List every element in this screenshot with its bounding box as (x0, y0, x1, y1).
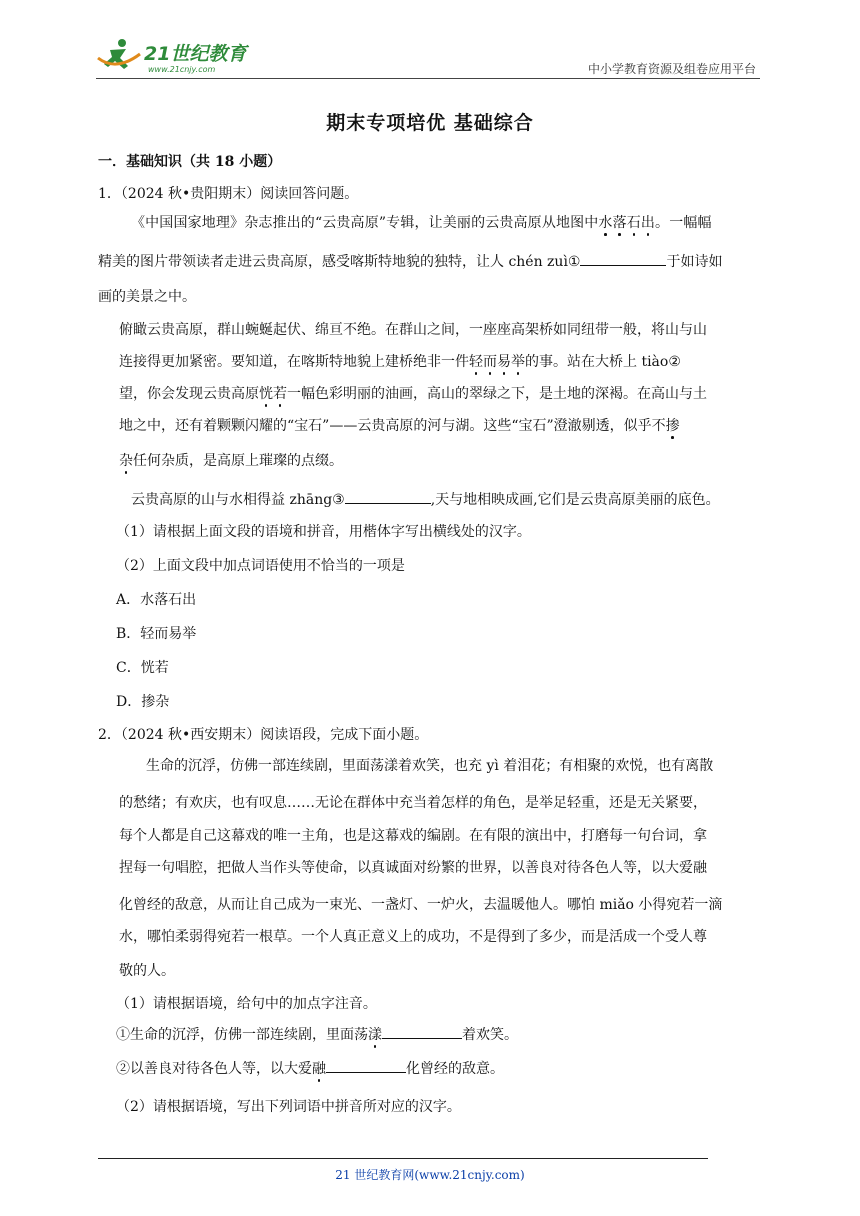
site-logo (96, 36, 266, 76)
q2-item-1: ①生命的沉浮，仿佛一部连续剧，里面荡漾 着欢笑。 (116, 1024, 518, 1045)
q2-sub-question-1: （1）请根据语境，给句中的加点字注音。 (116, 996, 377, 1012)
dotted-word: 轻而易举 (469, 354, 525, 370)
q2-item-2: ②以善良对待各色人等，以大爱融 化曾经的敌意。 (116, 1058, 504, 1079)
runner-icon (98, 39, 140, 69)
q1-passage-line: 精美的图片带领读者走进云贵高原，感受喀斯特地貌的独特，让人 chén zuì① 于如诗如 (98, 251, 722, 272)
q2-passage-line: 每个人都是自己这幕戏的唯一主角，也是这幕戏的编剧。在有限的演出中，打磨每一句台词，拿 (119, 828, 707, 844)
q1-passage-line: 杂任何杂质，是高原上璀璨的点缀。 (119, 453, 343, 469)
answer-blank[interactable] (580, 251, 666, 266)
q1-option-b[interactable]: B．轻而易举 (116, 626, 197, 642)
q2-passage-line: 的愁绪；有欢庆，也有叹息……无论在群体中充当着怎样的角色，是举足轻重，还是无关紧要， (119, 795, 707, 811)
q1-passage-line: 画的美景之中。 (98, 289, 196, 305)
answer-blank[interactable] (345, 489, 431, 504)
dotted-word: 漾 (368, 1027, 382, 1043)
footer-divider (98, 1158, 708, 1159)
header-platform-text: 中小学教育资源及组卷应用平台 (587, 62, 756, 76)
q1-stem: 1．（2024 秋•贵阳期末）阅读回答问题。 (98, 186, 359, 202)
dotted-word: 水落石出 (598, 215, 656, 231)
q1-sub-question-2: （2）上面文段中加点词语使用不恰当的一项是 (116, 558, 405, 574)
q2-passage-line: 水，哪怕柔弱得宛若一根草。一个人真正意义上的成功，不是得到了多少，而是活成一个受人尊 (119, 929, 707, 945)
q1-passage-line: 望，你会发现云贵高原恍若一幅色彩明丽的油画，高山的翠绿之下，是土地的深褐。在高山与土 (119, 386, 707, 402)
answer-blank[interactable] (382, 1024, 462, 1039)
q1-passage-line: 连接得更加紧密。要知道，在喀斯特地貌上建桥绝非一件轻而易举的事。站在大桥上 tiào② (119, 354, 681, 370)
q1-passage-line: 俯瞰云贵高原，群山蜿蜒起伏、绵亘不绝。在群山之间，一座座高架桥如同纽带一般，将山与山 (119, 322, 707, 338)
page-header (96, 36, 760, 80)
header-divider (96, 78, 760, 79)
answer-blank[interactable] (326, 1058, 406, 1073)
dotted-word: 掺 (665, 418, 680, 434)
dotted-word: 融 (312, 1061, 326, 1077)
dotted-word: 杂 (119, 453, 133, 469)
q2-sub-question-2: （2）请根据语境，写出下列词语中拼音所对应的汉字。 (116, 1099, 461, 1115)
page-title: 期末专项培优 基础综合 (326, 112, 534, 134)
q2-passage-line: 化曾经的敌意，从而让自己成为一束光、一盏灯、一炉火，去温暖他人。哪怕 miǎo 小得宛若一滴 (119, 897, 723, 913)
q1-option-d[interactable]: D．掺杂 (116, 694, 170, 710)
page-footer[interactable]: 21 世纪教育网(www.21cnjy.com) (335, 1168, 525, 1182)
q1-passage-line: 《中国国家地理》杂志推出的“云贵高原”专辑，让美丽的云贵高原从地图中水落石出。一幅幅 (131, 215, 712, 231)
dotted-word: 恍若 (259, 386, 287, 402)
q2-passage-line: 敬的人。 (119, 963, 175, 979)
q2-stem: 2．（2024 秋•西安期末）阅读语段，完成下面小题。 (98, 727, 429, 743)
q1-option-c[interactable]: C．恍若 (116, 660, 169, 676)
q2-passage-line: 捏每一句唱腔，把做人当作头等使命，以真诚面对纷繁的世界，以善良对待各色人等，以大爱融 (119, 860, 707, 876)
q1-passage-line: 地之中，还有着颗颗闪耀的“宝石”——云贵高原的河与湖。这些“宝石”澄澈剔透，似乎不掺 (119, 418, 680, 434)
q1-sub-question-1: （1）请根据上面文段的语境和拼音，用楷体字写出横线处的汉字。 (116, 524, 531, 540)
q1-option-a[interactable]: A．水落石出 (116, 592, 197, 608)
q2-passage-line: 生命的沉浮，仿佛一部连续剧，里面荡漾着欢笑，也充 yì 着泪花；有相聚的欢悦，也有离散 (146, 758, 714, 774)
svg-text:21世纪教育: 21世纪教育 (144, 43, 247, 65)
q1-passage-line: 云贵高原的山与水相得益 zhāng③ ,天与地相映成画,它们是云贵高原美丽的底色。 (131, 489, 720, 510)
svg-text:www.21cnjy.com: www.21cnjy.com (148, 65, 216, 74)
section-heading: 一．基础知识（共 18 小题） (98, 154, 282, 170)
